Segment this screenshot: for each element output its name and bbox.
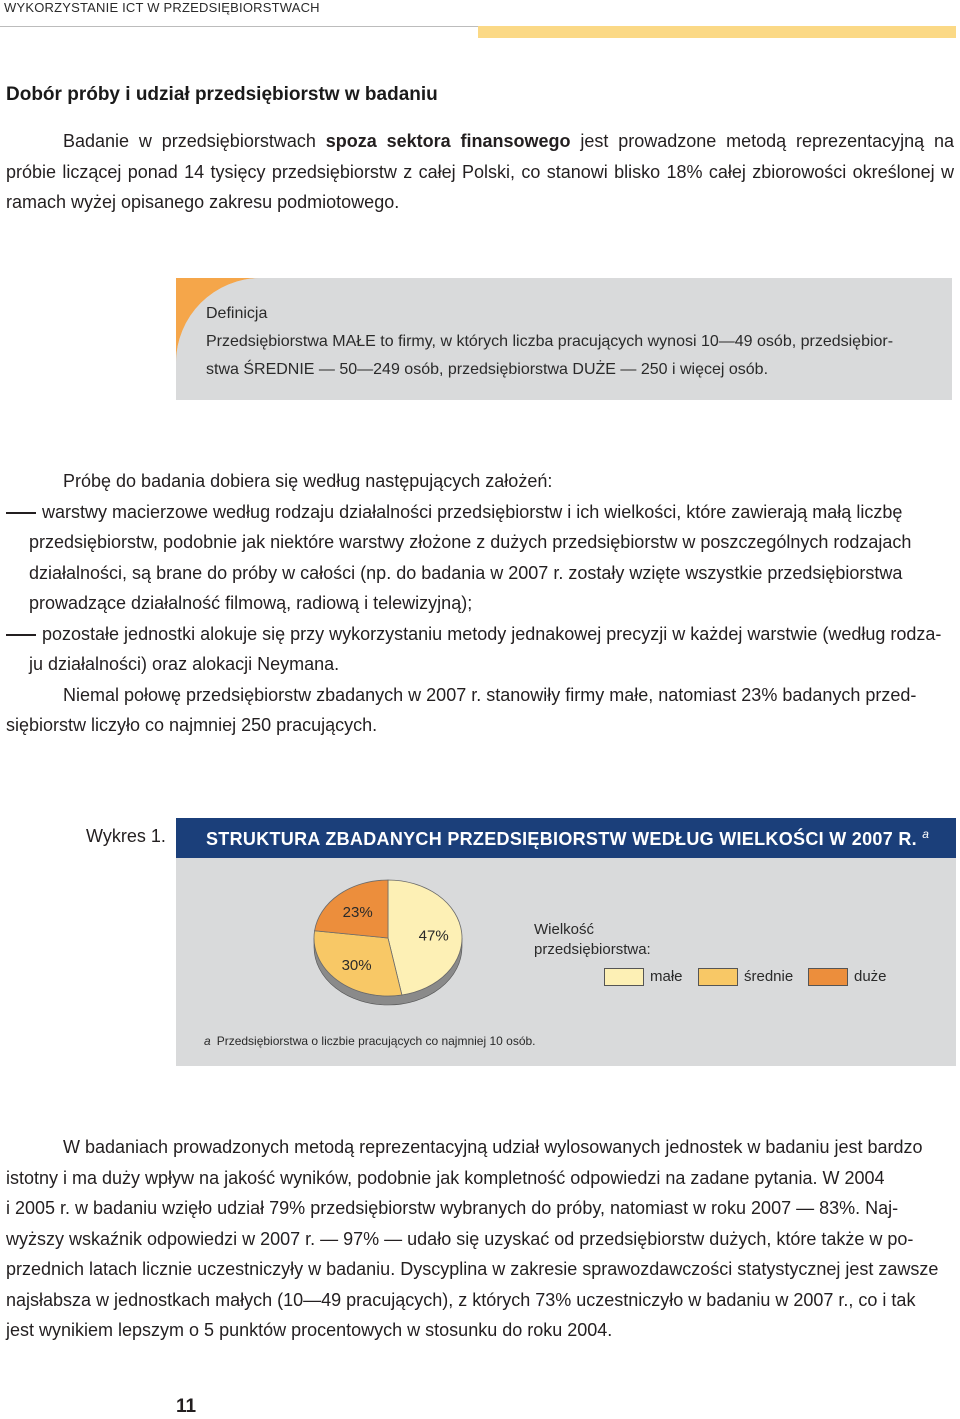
page-number: 11	[176, 1396, 197, 1417]
header-accent-bar	[478, 26, 956, 38]
definition-heading: Definicja	[206, 305, 268, 322]
intro-text-part2: jest prowadzone metodą reprezentacyjną na próbie liczącej ponad 14 tysięcy przedsiębiorstw z całej Polski, co stanowi blisko 18% całej zbiorowości określonej w ramach wyżej opisanego zakresu podmiotowego.	[6, 131, 955, 212]
running-header: WYKORZYSTANIE ICT W PRZEDSIĘBIORSTWACH	[4, 0, 320, 15]
definition-line-1: Przedsiębiorstwa MAŁE to firmy, w których liczba pracujących wynosi 10—49 osób, przedsiębior-	[206, 333, 894, 350]
footnote-mark: a	[204, 1034, 211, 1048]
summary-line-1: Niemal połowę przedsiębiorstw zbadanych w 2007 r. stanowiły firmy małe, natomiast 23% badanych przed-	[63, 684, 917, 705]
chart-footnote	[204, 1034, 536, 1048]
closing-line-5: przednich latach licznie uczestniczyły w badaniu. Dyscyplina w zakresie sprawozdawczości statystycznej jest zawsze	[6, 1259, 939, 1279]
dash-bullet	[6, 512, 36, 514]
legend-title: Wielkość przedsiębiorstwa:	[534, 921, 651, 958]
bullet-1-line-4: prowadzące działalność filmową, radiową i telewizyjną);	[29, 593, 473, 613]
intro-paragraph	[6, 126, 954, 218]
sampling-intro: Próbę do badania dobiera się według następujących założeń:	[63, 471, 553, 491]
chart-title	[206, 827, 929, 850]
closing-line-3: i 2005 r. w badaniu wzięło udział 79% przedsiębiorstw wybranych do próby, natomiast w roku 2007 — 83%. Naj-	[6, 1198, 899, 1218]
closing-paragraph	[6, 1132, 954, 1346]
bullet-1-text: warstwy macierzowe według rodzaju działalności przedsiębiorstw i ich wielkości, które zawierają małą liczbę	[42, 501, 903, 522]
intro-text-bold: spoza sektora finansowego	[325, 131, 571, 151]
dash-bullet	[6, 634, 36, 636]
legend-swatch	[698, 968, 738, 986]
closing-line-4: wyższy wskaźnik odpowiedzi w 2007 r. — 97% — udało się uzyskać od przedsiębiorstw dużych, które także w po-	[6, 1228, 914, 1249]
bullet-1-line-1	[6, 497, 954, 528]
bullet-1-line-3: działalności, są brane do próby w całości (np. do badania w 2007 r. zostały wzięte wszystkie przedsiębiorstwa	[29, 562, 903, 583]
bullet-2-line-1	[6, 619, 954, 650]
footnote-text: Przedsiębiorstwa o liczbie pracujących co najmniej 10 osób.	[216, 1034, 536, 1048]
legend-swatch	[604, 968, 644, 986]
pie-chart	[176, 858, 506, 1028]
bullet-1-line-2: przedsiębiorstw, podobnie jak niektóre warstwy złożone z dużych przedsiębiorstw w poszczególnych rodzajach	[29, 532, 912, 552]
legend-label: średnie	[744, 968, 794, 985]
definition-line-2: stwa ŚREDNIE — 50—249 osób, przedsiębiorstwa DUŻE — 250 i więcej osób.	[206, 361, 769, 378]
intro-text-part1: Badanie w przedsiębiorstwach	[63, 131, 326, 151]
section-title: Dobór próby i udział przedsiębiorstw w badaniu	[6, 84, 438, 105]
header-rule	[0, 26, 478, 27]
chart-panel	[176, 858, 956, 1066]
chart-title-text: STRUKTURA ZBADANYCH PRZEDSIĘBIORSTW WEDŁUG WIELKOŚCI W 2007 R.	[206, 829, 917, 849]
closing-line-1: W badaniach prowadzonych metodą reprezentacyjną udział wylosowanych jednostek w badaniu jest bardzo	[63, 1137, 923, 1157]
bullet-2-text: pozostałe jednostki alokuje się przy wykorzystaniu metody jednakowej precyzji w każdej warstwie (według rodza-	[42, 623, 942, 644]
pie-label-średnie: 30%	[341, 957, 372, 975]
closing-line-2: istotny i ma duży wpływ na jakość wyników, podobnie jak kompletność odpowiedzi na zadane pytania. W 2004	[6, 1167, 885, 1188]
legend-label: duże	[854, 968, 887, 985]
chart-title-footnote-mark: a	[922, 827, 930, 841]
closing-line-6: najsłabsza w jednostkach małych (10—49 pracujących), z których 73% uczestniczyło w badaniu w 2007 r., co i tak	[6, 1289, 916, 1310]
definition-content	[206, 300, 936, 384]
pie-label-małe: 47%	[418, 927, 449, 945]
closing-line-7: jest wynikiem lepszym o 5 punktów procentowych w stosunku do roku 2004.	[6, 1320, 613, 1340]
chart-label: Wykres 1.	[86, 826, 166, 846]
bullet-2-line-2: ju działalności) oraz alokacji Neymana.	[29, 654, 340, 674]
pie-label-duże: 23%	[342, 904, 373, 922]
definition-box	[176, 278, 952, 400]
legend-label: małe	[650, 968, 683, 985]
legend-swatch	[808, 968, 848, 986]
chart-title-bar	[176, 818, 956, 858]
summary-line-2: siębiorstw liczyło co najmniej 250 pracujących.	[6, 715, 378, 735]
sampling-paragraph	[6, 466, 954, 741]
